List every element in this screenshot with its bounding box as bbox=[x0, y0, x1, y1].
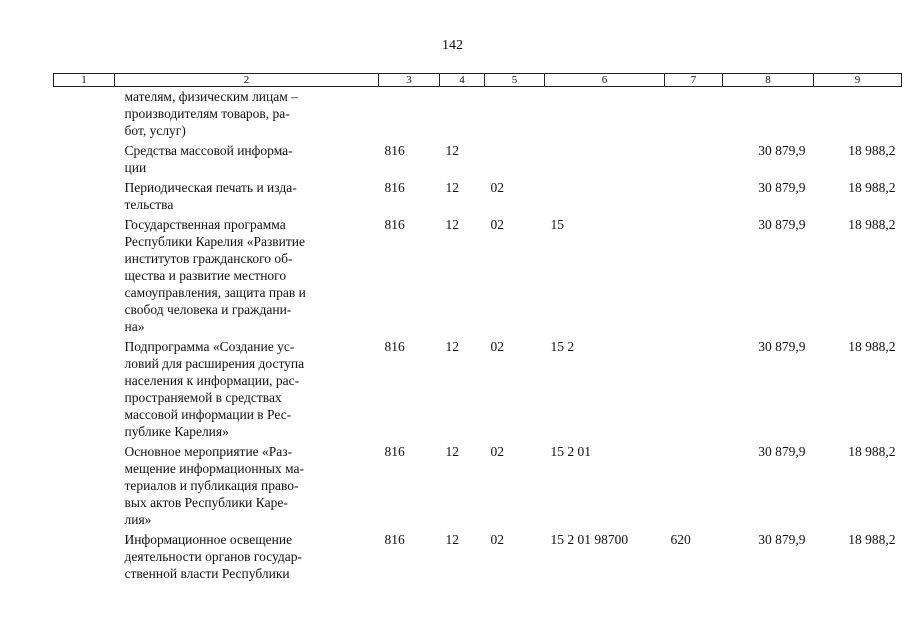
cell-name bbox=[115, 139, 379, 176]
cell-subsection bbox=[485, 139, 545, 176]
name-line: бот, услуг) bbox=[124, 123, 186, 138]
cell-amount-1: 30 879,9 bbox=[758, 180, 806, 195]
name-line: Информационное освещение bbox=[124, 532, 293, 547]
cell-expense-type bbox=[665, 176, 723, 213]
cell-subsection: 02 bbox=[490, 217, 504, 232]
cell-subsection: 02 bbox=[490, 532, 504, 547]
cell-target-article bbox=[545, 87, 665, 140]
cell-subsection: 02 bbox=[490, 180, 504, 195]
cell-ministry-code bbox=[379, 87, 440, 140]
table-row bbox=[54, 87, 902, 140]
name-line: Основное мероприятие «Раз- bbox=[124, 444, 293, 459]
cell-ministry-code: 816 bbox=[384, 180, 405, 195]
cell-section: 12 bbox=[445, 217, 459, 232]
cell-name bbox=[115, 440, 379, 528]
cell-expense-type bbox=[665, 87, 723, 140]
cell-amount-1: 30 879,9 bbox=[758, 339, 806, 354]
header-col-9: 9 bbox=[814, 74, 902, 87]
cell-target-article bbox=[545, 139, 665, 176]
name-line: пространяемой в средствах bbox=[124, 390, 282, 405]
table-header bbox=[54, 74, 902, 87]
cell-col-1 bbox=[54, 87, 115, 140]
cell-name bbox=[115, 335, 379, 440]
cell-amount-1: 30 879,9 bbox=[758, 143, 806, 158]
cell-col-1 bbox=[54, 440, 115, 528]
name-line: Периодическая печать и изда- bbox=[124, 180, 297, 195]
name-line: населения к информации, рас- bbox=[124, 373, 300, 388]
cell-amount-2: 18 988,2 bbox=[848, 532, 896, 547]
cell-section: 12 bbox=[445, 143, 459, 158]
cell-subsection: 02 bbox=[490, 339, 504, 354]
table-row bbox=[54, 213, 902, 335]
cell-ministry-code: 816 bbox=[384, 217, 405, 232]
cell-target-article bbox=[545, 176, 665, 213]
cell-subsection bbox=[485, 87, 545, 140]
cell-subsection: 02 bbox=[490, 444, 504, 459]
cell-ministry-code: 816 bbox=[384, 444, 405, 459]
header-col-8: 8 bbox=[723, 74, 814, 87]
page-number: 142 bbox=[442, 38, 463, 53]
name-line: самоуправления, защита прав и bbox=[124, 285, 306, 300]
table-row bbox=[54, 440, 902, 528]
cell-amount-2: 18 988,2 bbox=[848, 143, 896, 158]
cell-target-article: 15 2 01 98700 bbox=[550, 532, 629, 547]
table-row bbox=[54, 139, 902, 176]
name-line: производителям товаров, ра- bbox=[124, 106, 290, 121]
cell-expense-type: 620 bbox=[670, 532, 691, 547]
cell-expense-type bbox=[665, 213, 723, 335]
cell-col-1 bbox=[54, 528, 115, 582]
budget-table bbox=[53, 73, 902, 582]
name-line: Республики Карелия «Развитие bbox=[124, 234, 306, 249]
name-line: институтов гражданского об- bbox=[124, 251, 293, 266]
cell-amount-1: 30 879,9 bbox=[758, 217, 806, 232]
cell-col-1 bbox=[54, 335, 115, 440]
header-col-3: 3 bbox=[379, 74, 440, 87]
cell-amount-1: 30 879,9 bbox=[758, 532, 806, 547]
cell-amount-2: 18 988,2 bbox=[848, 444, 896, 459]
header-col-1: 1 bbox=[54, 74, 115, 87]
cell-amount-2: 18 988,2 bbox=[848, 180, 896, 195]
name-line: вых актов Республики Каре- bbox=[124, 495, 288, 510]
cell-col-1 bbox=[54, 139, 115, 176]
cell-amount-1: 30 879,9 bbox=[758, 444, 806, 459]
name-line: Средства массовой информа- bbox=[124, 143, 293, 158]
name-line: ственной власти Республики bbox=[124, 566, 290, 581]
table-row bbox=[54, 176, 902, 213]
table-body bbox=[54, 87, 902, 583]
header-col-7: 7 bbox=[665, 74, 723, 87]
cell-target-article: 15 2 01 bbox=[550, 444, 591, 459]
name-line: лия» bbox=[124, 512, 152, 527]
header-col-2: 2 bbox=[115, 74, 379, 87]
name-line: на» bbox=[124, 319, 145, 334]
cell-section: 12 bbox=[445, 180, 459, 195]
cell-target-article: 15 2 bbox=[550, 339, 575, 354]
name-line: ции bbox=[124, 160, 147, 175]
cell-expense-type bbox=[665, 139, 723, 176]
cell-expense-type bbox=[665, 335, 723, 440]
table-row bbox=[54, 335, 902, 440]
name-line: мещение информационных ма- bbox=[124, 461, 304, 476]
name-line: массовой информации в Рес- bbox=[124, 407, 292, 422]
cell-col-1 bbox=[54, 213, 115, 335]
header-col-6: 6 bbox=[545, 74, 665, 87]
name-line: свобод человека и граждани- bbox=[124, 302, 292, 317]
name-line: териалов и публикация право- bbox=[124, 478, 299, 493]
cell-ministry-code: 816 bbox=[384, 532, 405, 547]
name-line: ловий для расширения доступа bbox=[124, 356, 305, 371]
cell-amount-2: 18 988,2 bbox=[848, 217, 896, 232]
cell-col-1 bbox=[54, 176, 115, 213]
header-col-5: 5 bbox=[485, 74, 545, 87]
header-row bbox=[54, 74, 902, 87]
cell-ministry-code: 816 bbox=[384, 339, 405, 354]
cell-section: 12 bbox=[445, 339, 459, 354]
name-line: мателям, физическим лицам – bbox=[124, 89, 298, 104]
cell-section: 12 bbox=[445, 444, 459, 459]
cell-target-article: 15 bbox=[550, 217, 564, 232]
cell-name bbox=[115, 528, 379, 582]
name-line: щества и развитие местного bbox=[124, 268, 287, 283]
cell-name bbox=[115, 176, 379, 213]
name-line: деятельности органов государ- bbox=[124, 549, 303, 564]
name-line: публике Карелия» bbox=[124, 424, 229, 439]
cell-amount-2: 18 988,2 bbox=[848, 339, 896, 354]
cell-ministry-code: 816 bbox=[384, 143, 405, 158]
table-row bbox=[54, 528, 902, 582]
name-line: тельства bbox=[124, 197, 174, 212]
name-line: Подпрограмма «Создание ус- bbox=[124, 339, 295, 354]
cell-section: 12 bbox=[445, 532, 459, 547]
cell-amount-1 bbox=[723, 87, 814, 140]
header-col-4: 4 bbox=[440, 74, 485, 87]
cell-expense-type bbox=[665, 440, 723, 528]
cell-section bbox=[440, 87, 485, 140]
cell-amount-2 bbox=[814, 87, 902, 140]
name-line: Государственная программа bbox=[124, 217, 286, 232]
cell-name bbox=[115, 87, 379, 140]
cell-name bbox=[115, 213, 379, 335]
